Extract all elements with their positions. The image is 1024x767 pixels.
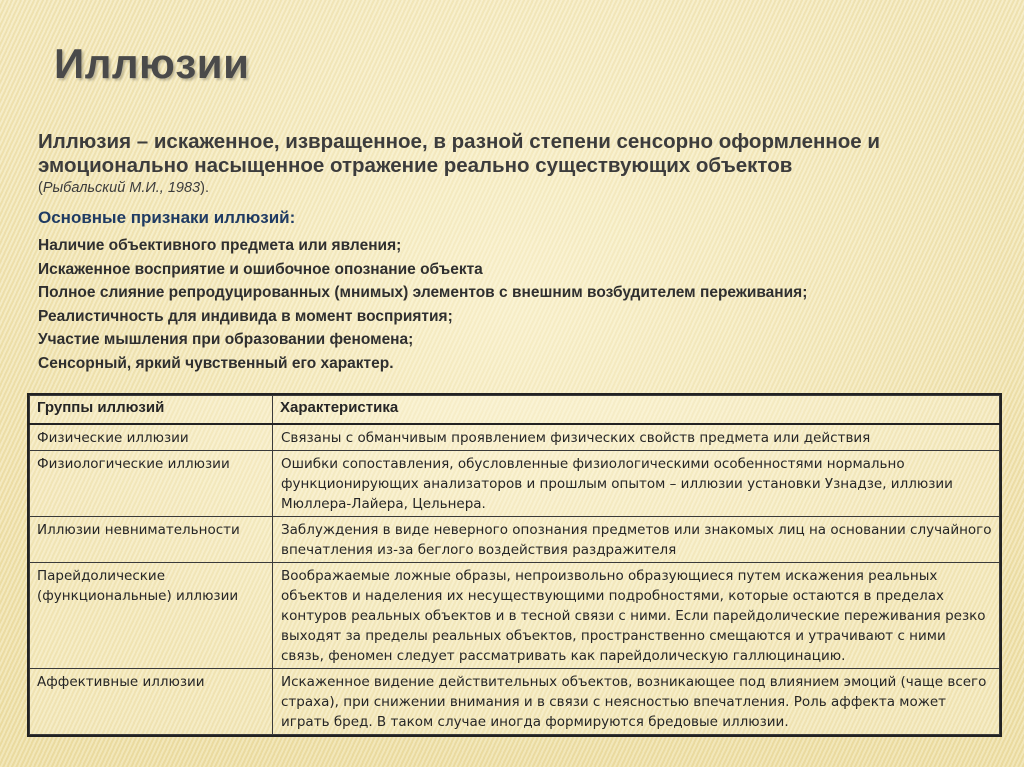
- group-cell: Физиологические иллюзии: [30, 451, 273, 517]
- description-cell: Искаженное видение действительных объектов, возникающее под влиянием эмоций (чаще всего страха), при снижении внимания и в связи с неясностью впечатления. Роль аффекта может играть бред. В таком случае иногда формируются бредовые иллюзии.: [273, 669, 1000, 735]
- citation: [38, 178, 998, 198]
- feature-item: Полное слияние репродуцированных (мнимых) элементов с внешним возбудителем переживания;: [38, 284, 808, 301]
- feature-item: Участие мышления при образовании феномена;: [38, 331, 414, 348]
- definition-block: [38, 130, 998, 198]
- citation-close: ).: [200, 180, 209, 196]
- group-cell: Аффективные иллюзии: [30, 669, 273, 735]
- table-row: [30, 424, 1000, 451]
- slide-title: Иллюзии: [54, 40, 250, 87]
- feature-item: Наличие объективного предмета или явления;: [38, 237, 402, 254]
- description-cell: Ошибки сопоставления, обусловленные физиологическими особенностями нормально функционирующих анализаторов и прошлым опытом – иллюзии установки Узнадзе, иллюзии Мюллера-Лайера, Цельнера.: [273, 451, 1000, 517]
- citation-open: (: [38, 180, 43, 196]
- table-row: [30, 563, 1000, 669]
- citation-text: Рыбальский М.И., 1983: [42, 180, 201, 196]
- table-row: [30, 669, 1000, 735]
- description-cell: Воображаемые ложные образы, непроизвольно образующиеся путем искажения реальных объектов и наделения их несуществующими подробностями, которые остаются в пределах контуров реальных объектов и в тесной связи с ними. Если парейдолические переживания резко выходят за пределы реальных объектов, пространственно смещаются и утрачивают с ними связь, феномен следует рассматривать как парейдолическую галлюцинацию.: [273, 563, 1000, 669]
- feature-item: Реалистичность для индивида в момент восприятия;: [38, 307, 453, 325]
- feature-item: Сенсорный, яркий чувственный его характер.: [38, 354, 394, 372]
- illusion-groups-table: [29, 395, 1000, 735]
- definition-line-1: Иллюзия – искаженное, извращенное, в разной степени сенсорно оформленное и: [38, 130, 881, 153]
- group-cell: Физические иллюзии: [30, 424, 273, 451]
- description-cell: Связаны с обманчивым проявлением физических свойств предмета или действия: [273, 424, 1000, 451]
- column-header-characteristic: Характеристика: [273, 396, 1000, 425]
- table-row: [30, 451, 1000, 517]
- definition-line-2: эмоционально насыщенное отражение реально существующих объектов: [38, 154, 793, 177]
- column-header-group: Группы иллюзий: [30, 396, 273, 425]
- illusion-groups-table-wrapper: [27, 393, 1002, 737]
- feature-item: Искаженное восприятие и ошибочное опознание объекта: [38, 260, 483, 278]
- table-header-row: [30, 396, 1000, 425]
- description-cell: Заблуждения в виде неверного опознания предметов или знакомых лиц на основании случайного впечатления из-за беглого воздействия раздражителя: [273, 517, 1000, 563]
- table-row: [30, 517, 1000, 563]
- group-cell: Иллюзии невнимательности: [30, 517, 273, 563]
- group-cell: Парейдолические (функциональные) иллюзии: [30, 563, 273, 669]
- features-heading: Основные признаки иллюзий:: [38, 208, 296, 227]
- features-list: [38, 234, 807, 375]
